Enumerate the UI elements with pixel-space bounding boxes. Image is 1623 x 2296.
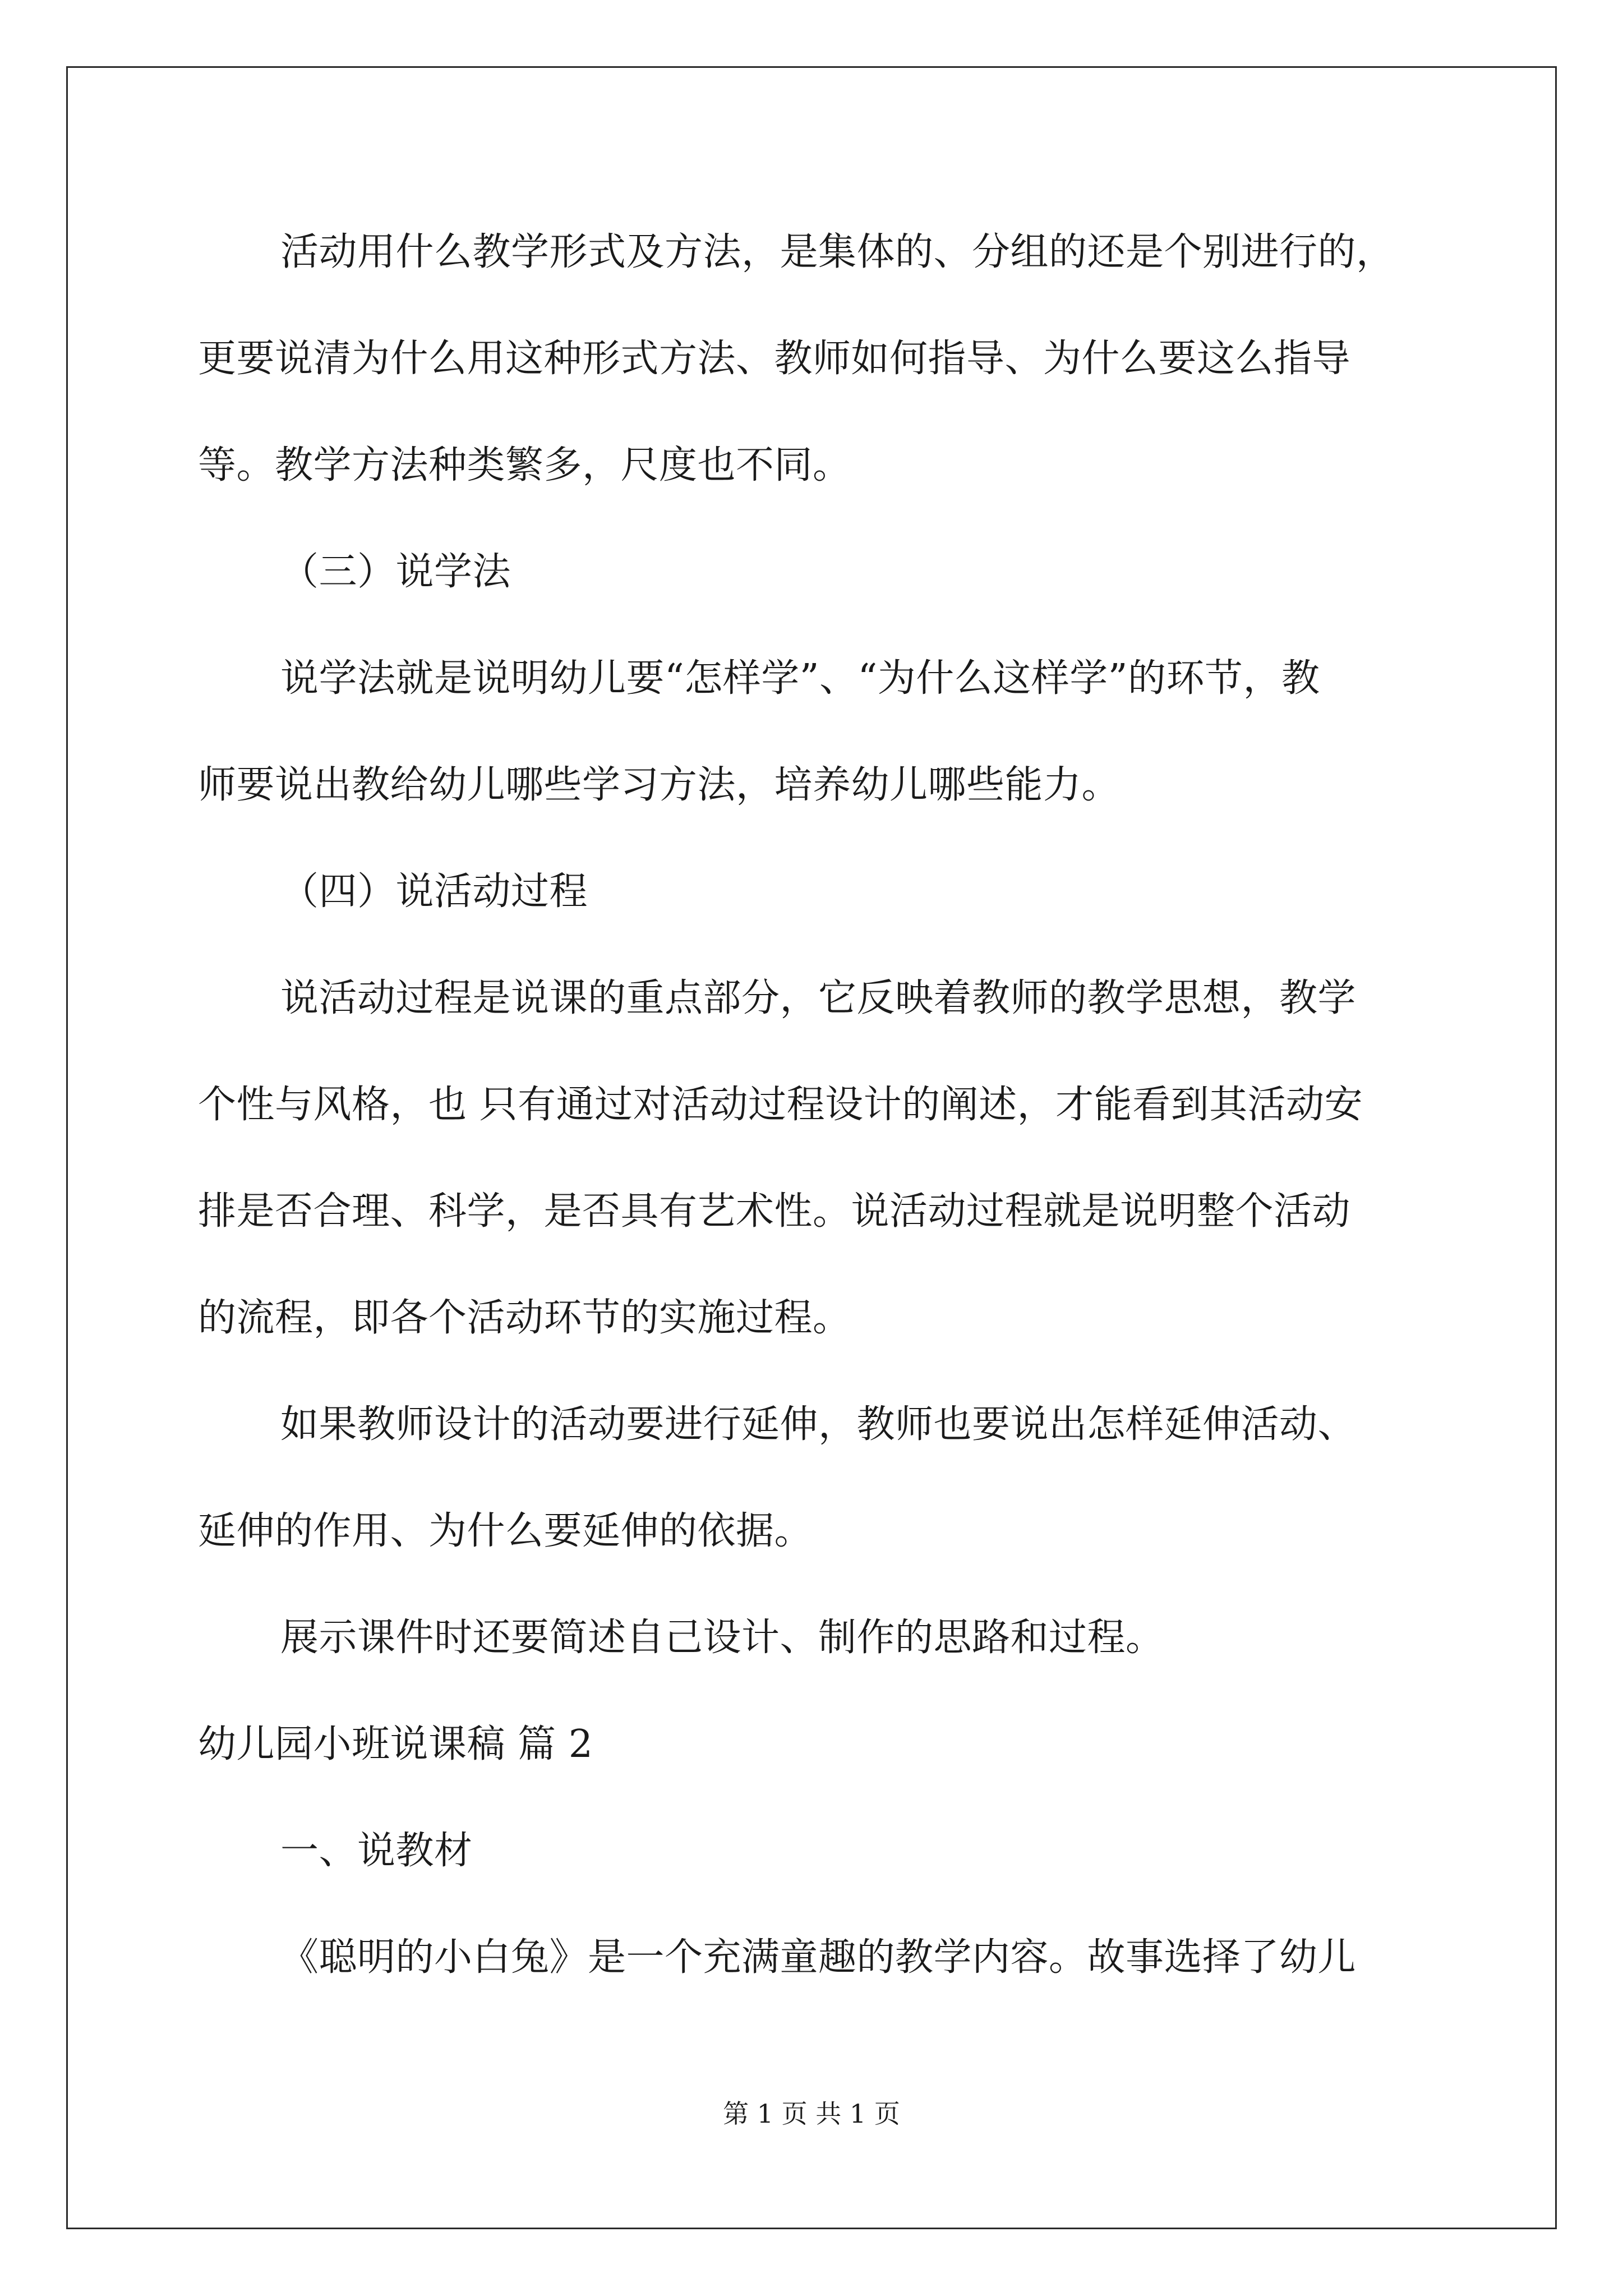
paragraph-line: 个性与风格，也 只有通过对活动过程设计的阐述，才能看到其活动安 [198, 1083, 1363, 1127]
paragraph-line: 展示课件时还要简述自己设计、制作的思路和过程。 [280, 1616, 1164, 1660]
page-footer: 第 1 页 共 1 页 [723, 2099, 900, 2129]
paragraph-line: 说学法就是说明幼儿要“怎样学”、“为什么这样学”的环节，教 [280, 656, 1320, 701]
paragraph-line: 《聪明的小白兔》是一个充满童趣的教学内容。故事选择了幼儿 [280, 1935, 1357, 1980]
page-border [66, 66, 1557, 2229]
paragraph-line: 如果教师设计的活动要进行延伸，教师也要说出怎样延伸活动、 [280, 1402, 1357, 1447]
paragraph-line: 等。教学方法种类繁多，尺度也不同。 [198, 443, 851, 487]
section-heading: （三）说学法 [280, 550, 511, 594]
section-heading: 一、说教材 [280, 1829, 473, 1873]
paragraph-line: 活动用什么教学形式及方法，是集体的、分组的还是个别进行的， [280, 230, 1395, 274]
paragraph-line: 师要说出教给幼儿哪些学习方法，培养幼儿哪些能力。 [198, 763, 1121, 807]
paragraph-line: 排是否合理、科学，是否具有艺术性。说活动过程就是说明整个活动 [198, 1189, 1351, 1234]
paragraph-line: 的流程，即各个活动环节的实施过程。 [198, 1296, 851, 1340]
section-heading: （四）说活动过程 [280, 869, 588, 914]
article-title: 幼儿园小班说课稿 篇 2 [198, 1722, 593, 1766]
paragraph-line: 延伸的作用、为什么要延伸的依据。 [198, 1509, 813, 1553]
paragraph-line: 更要说清为什么用这种形式方法、教师如何指导、为什么要这么指导 [198, 337, 1351, 381]
paragraph-line: 说活动过程是说课的重点部分，它反映着教师的教学思想，教学 [280, 976, 1357, 1020]
